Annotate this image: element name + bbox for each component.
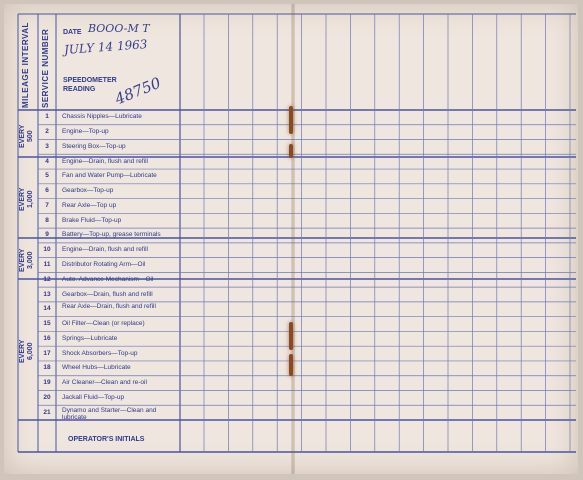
service-row-task: Gearbox—Top-up xyxy=(62,187,114,195)
staple-bottom-stain xyxy=(289,354,293,376)
page-fold xyxy=(291,4,295,474)
service-row-task: Distributor Rotating Arm—Oil xyxy=(62,261,146,268)
staple-bottom xyxy=(289,322,293,350)
service-row-number: 18 xyxy=(43,364,51,372)
service-row-task: Air Cleaner—Clean and re-oil xyxy=(62,379,147,387)
service-number-header: SERVICE NUMBER xyxy=(41,28,50,108)
speedometer-label: SPEEDOMETER READING xyxy=(63,77,117,93)
handwritten-speedometer-reading: 48750 xyxy=(112,73,164,109)
service-row-task: Fan and Water Pump—Lubricate xyxy=(62,172,157,180)
service-row-task: Rear Axle—Drain, flush and refill xyxy=(62,303,156,311)
service-row-task: Oil Filter—Clean (or replace) xyxy=(62,320,145,328)
service-row-task: Steering Box—Top-up xyxy=(62,142,126,150)
service-row-task: Engine—Top-up xyxy=(62,128,109,136)
mileage-interval-header: MILEAGE INTERVAL xyxy=(21,22,30,108)
service-row-task: Gearbox—Drain, flush and refill xyxy=(62,290,153,298)
service-row-number: 2 xyxy=(45,128,49,136)
service-row-number: 8 xyxy=(45,216,49,224)
interval-500: EVERY 500 xyxy=(19,124,34,148)
service-row-number: 4 xyxy=(45,157,49,165)
service-row-number: 3 xyxy=(45,142,49,150)
service-row-number: 12 xyxy=(43,275,51,283)
interval-1000: EVERY 1,000 xyxy=(19,187,34,211)
handwritten-date-line-1: BOOO-M T xyxy=(88,22,150,35)
service-row-task: Jackall Fluid—Top-up xyxy=(62,393,125,401)
interval-6000: EVERY 6,000 xyxy=(19,339,34,363)
service-row-number: 14 xyxy=(43,305,51,313)
service-row-number: 13 xyxy=(43,290,51,298)
service-row-task: Springs—Lubricate xyxy=(62,334,118,342)
service-row-number: 15 xyxy=(43,320,51,328)
service-row-number: 20 xyxy=(43,393,51,401)
handwritten-date-line-2: JULY 14 1963 xyxy=(63,37,148,57)
service-row-task: Dynamo and Starter—Clean and lubricate xyxy=(62,406,157,421)
service-row-task: Auto. Advance Mechanism—Oil xyxy=(62,275,154,283)
service-row-task: Chassis Nipples—Lubricate xyxy=(62,113,142,121)
service-row-number: 19 xyxy=(43,379,51,387)
operators-initials-label: OPERATOR'S INITIALS xyxy=(68,436,145,443)
interval-3000: EVERY 3,000 xyxy=(19,248,34,272)
date-label: DATE xyxy=(63,29,82,36)
staple-top xyxy=(289,106,293,134)
service-row-task: Shock Absorbers—Top-up xyxy=(62,349,138,357)
service-row-task: Engine—Drain, flush and refill xyxy=(62,157,148,165)
service-row-task: Battery—Top-up, grease terminals xyxy=(62,231,161,239)
service-row-number: 1 xyxy=(45,113,49,121)
service-record-booklet xyxy=(4,4,578,474)
service-row-number: 7 xyxy=(45,201,49,209)
service-row-task: Wheel Hubs—Lubricate xyxy=(62,364,131,372)
service-row-number: 9 xyxy=(45,231,49,239)
service-row-number: 17 xyxy=(43,349,51,357)
service-row-task: Engine—Drain, flush and refill xyxy=(62,246,148,254)
service-row-number: 21 xyxy=(43,408,51,416)
service-row-number: 5 xyxy=(45,172,49,180)
service-row-number: 11 xyxy=(43,261,51,268)
service-row-task: Rear Axle—Top up xyxy=(62,201,117,209)
staple-top-stain xyxy=(289,144,293,158)
service-row-number: 6 xyxy=(45,187,49,195)
service-row-task: Brake Fluid—Top-up xyxy=(62,216,122,224)
service-row-number: 16 xyxy=(43,334,51,342)
service-row-number: 10 xyxy=(43,246,51,254)
